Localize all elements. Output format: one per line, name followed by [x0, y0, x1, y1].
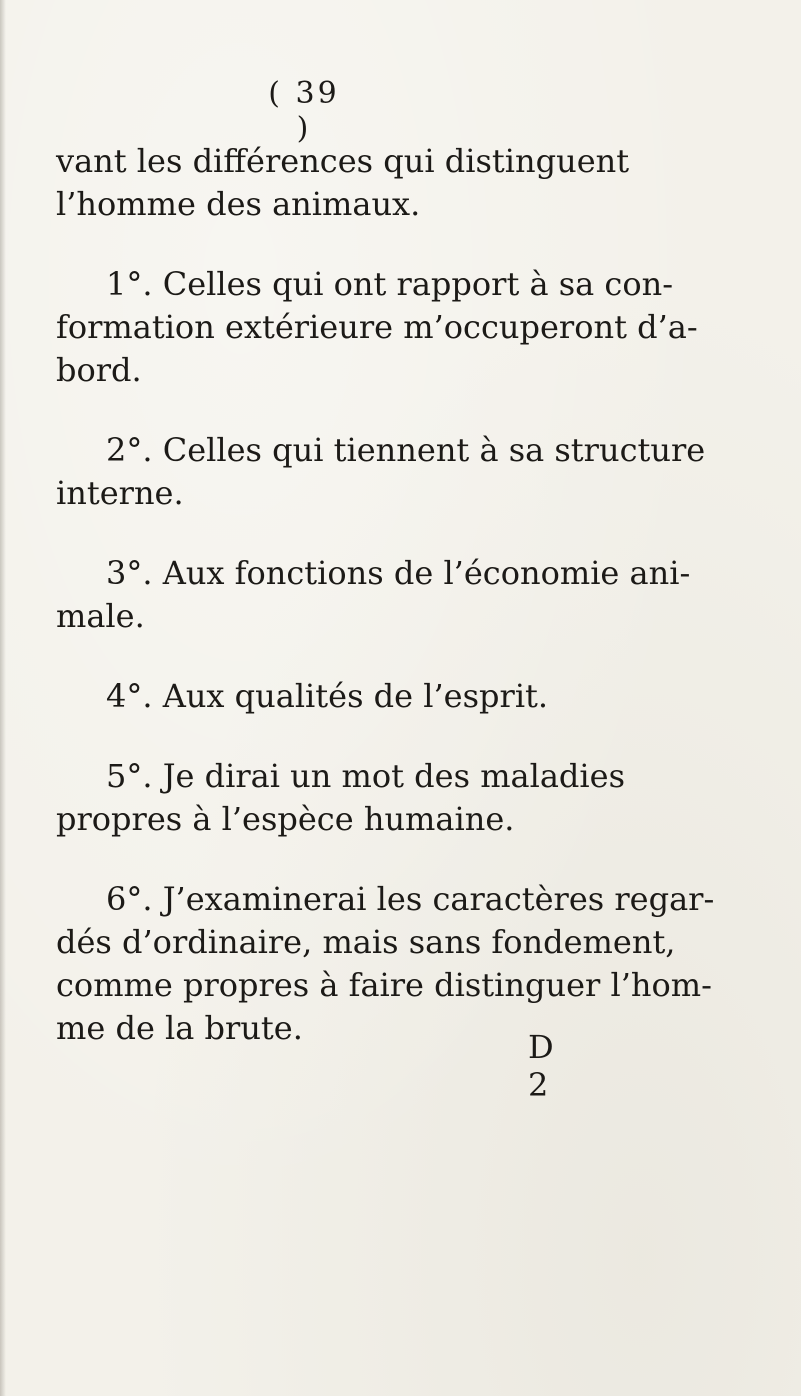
text-line: propres à l’espèce humaine. — [56, 800, 515, 838]
text-line: 6°. J’examinerai les caractères regar- — [106, 880, 715, 918]
text-line: 4°. Aux qualités de l’esprit. — [106, 677, 549, 715]
page-number: ( 39 ) — [268, 76, 340, 146]
text-line: interne. — [56, 474, 184, 512]
text-line: comme propres à faire distinguer l’hom- — [56, 966, 712, 1004]
paragraph-item-6 — [56, 878, 766, 1050]
text-line: 3°. Aux fonctions de l’économie ani- — [106, 554, 691, 592]
page-edge-shadow — [0, 0, 6, 1396]
paragraph-item-1 — [56, 263, 766, 392]
text-line: bord. — [56, 351, 142, 389]
text-line: dés d’ordinaire, mais sans fondement, — [56, 923, 676, 961]
text-line: 1°. Celles qui ont rapport à sa con- — [106, 265, 673, 303]
text-line: formation extérieure m’occuperont d’a- — [56, 308, 698, 346]
text-line: male. — [56, 597, 145, 635]
text-line: 2°. Celles qui tiennent à sa structure — [106, 431, 706, 469]
text-line: vant les différences qui distinguent — [56, 142, 630, 180]
text-line: l’homme des animaux. — [56, 185, 421, 223]
signature-mark: D 2 — [528, 1028, 562, 1104]
paragraph-item-2 — [56, 429, 766, 515]
paragraph-item-4 — [56, 675, 766, 718]
text-line: me de la brute. — [56, 1009, 303, 1047]
text-line: 5°. Je dirai un mot des maladies — [106, 757, 625, 795]
page-text — [56, 140, 766, 1050]
paragraph-item-5 — [56, 755, 766, 841]
paragraph-item-3 — [56, 552, 766, 638]
paragraph-intro — [56, 140, 766, 226]
